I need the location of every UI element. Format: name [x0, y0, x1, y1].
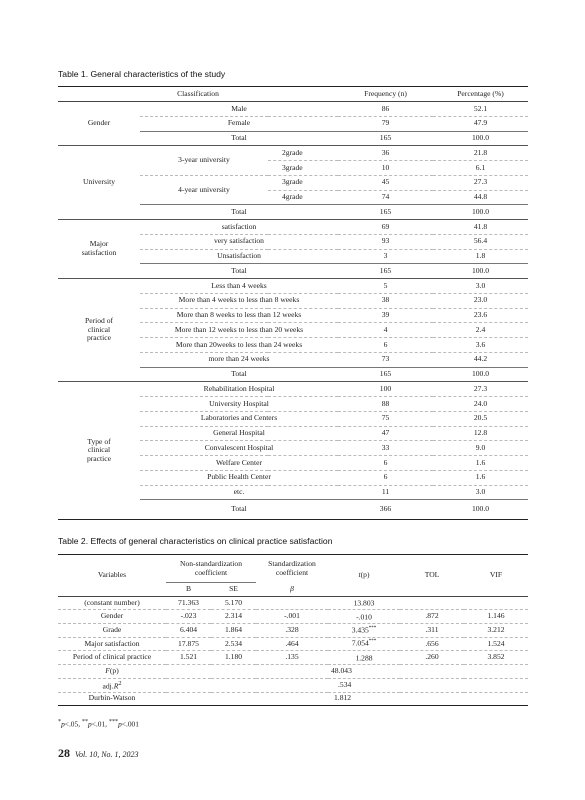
cell-se: 5.170 — [211, 596, 256, 610]
table-row — [58, 146, 528, 161]
cell-percentage: 3.0 — [433, 485, 528, 500]
cell-percentage: 41.8 — [433, 220, 528, 235]
group-label-line: Type of — [87, 436, 111, 446]
cell-percentage: 23.0 — [433, 293, 528, 308]
cell-frequency: 73 — [338, 352, 433, 367]
cell-frequency: 79 — [338, 116, 433, 131]
footnote-star: ** — [81, 719, 89, 725]
cell-percentage: 47.9 — [433, 116, 528, 131]
cell-frequency: 3 — [338, 249, 433, 264]
group-label-period — [58, 279, 140, 382]
table-row — [58, 102, 528, 117]
page-footer — [58, 746, 139, 761]
group-label-line: satisfaction — [81, 248, 117, 257]
cell-b: 17.875 — [166, 637, 211, 651]
group-label-line: practice — [86, 333, 112, 343]
cell-percentage: 1.8 — [433, 249, 528, 264]
row-label: University Hospital — [140, 397, 338, 412]
cell-se: 1.180 — [211, 651, 256, 665]
cell-percentage: 100.0 — [433, 367, 528, 382]
cell-adj-r2-value: .534 — [166, 678, 528, 692]
page-number: 28 — [58, 746, 70, 760]
header-line: Standardization — [268, 559, 316, 569]
cell-frequency: 88 — [338, 397, 433, 412]
row-label: Total — [140, 131, 338, 146]
cell-t — [328, 637, 400, 651]
group-label-line: Period of — [84, 316, 114, 326]
cell-b: -.023 — [166, 610, 211, 624]
header-line: Non-standardization — [180, 558, 242, 568]
row-label: more than 24 weeks — [140, 352, 338, 367]
cell-vif — [464, 596, 528, 610]
cell-percentage: 12.8 — [433, 426, 528, 441]
sig-marker: *** — [368, 625, 377, 631]
header-nonstandardization — [166, 555, 256, 583]
cell-vif: 1.524 — [464, 637, 528, 651]
cell-percentage: 21.8 — [433, 146, 528, 161]
row-label: More than 4 weeks to less than 8 weeks — [140, 293, 338, 308]
table-row — [58, 610, 528, 624]
cell-vif: 3.852 — [464, 651, 528, 665]
journal-info: Vol. 10, No. 1, 2023 — [75, 750, 139, 759]
cell-se: 2.314 — [211, 610, 256, 624]
table2 — [58, 554, 528, 706]
group-label-university: University — [58, 146, 140, 220]
cell-percentage: 100.0 — [433, 264, 528, 279]
footnote-text: <.01, — [91, 719, 109, 729]
row-label: Male — [140, 102, 338, 117]
cell-variable: Grade — [58, 624, 166, 638]
cell-b: 71.363 — [166, 596, 211, 610]
cell-variable: (constant number) — [58, 596, 166, 610]
cell-frequency: 6 — [338, 456, 433, 471]
cell-beta: .328 — [256, 624, 328, 638]
cell-percentage: 52.1 — [433, 102, 528, 117]
cell-frequency: 4 — [338, 323, 433, 338]
table-row — [58, 624, 528, 638]
table2-header-row — [58, 555, 528, 583]
cell-percentage: 9.0 — [433, 441, 528, 456]
table-row — [58, 651, 528, 665]
cell-percentage: 27.3 — [433, 382, 528, 397]
cell-tol: .872 — [400, 610, 464, 624]
cell-t — [328, 610, 400, 624]
footnote-text: <.001 — [121, 719, 139, 729]
cell-frequency: 38 — [338, 293, 433, 308]
row-label: Total — [140, 500, 338, 520]
header-standardization — [256, 555, 328, 583]
row-label: Convalescent Hospital — [140, 441, 338, 456]
row-label: More than 20weeks to less than 24 weeks — [140, 338, 338, 353]
cell-percentage: 2.4 — [433, 323, 528, 338]
cell-tol: .260 — [400, 651, 464, 665]
cell-frequency: 5 — [338, 279, 433, 294]
table-row-f — [58, 665, 528, 679]
footnote-star: * — [58, 719, 62, 725]
cell-frequency: 33 — [338, 441, 433, 456]
header-frequency: Frequency (n) — [338, 87, 433, 102]
cell-vif: 3.212 — [464, 624, 528, 638]
footnote-text: <.05, — [64, 719, 82, 729]
table-row — [58, 220, 528, 235]
footnote-p: p — [118, 719, 122, 729]
cell-frequency: 100 — [338, 382, 433, 397]
cell-frequency: 366 — [338, 500, 433, 520]
row-label: Welfare Center — [140, 456, 338, 471]
table2-caption: Table 2. Effects of general characteristics on clinical practice satisfaction — [58, 536, 333, 546]
cell-frequency: 69 — [338, 220, 433, 235]
footnote-p: p — [88, 719, 92, 729]
group-label-line: practice — [86, 454, 112, 464]
cell-variable: Period of clinical practice — [58, 651, 166, 665]
f-symbol: F — [105, 666, 110, 676]
cell-tol: .656 — [400, 637, 464, 651]
cell-tol: .311 — [400, 624, 464, 638]
cell-frequency: 93 — [338, 234, 433, 249]
cell-f-label — [58, 665, 166, 679]
group-label-line: clinical — [87, 445, 111, 455]
cell-frequency: 39 — [338, 308, 433, 323]
group-label-gender: Gender — [58, 102, 140, 146]
cell-beta: .135 — [256, 651, 328, 665]
header-beta-symbol: β — [290, 583, 294, 593]
row-label: Laboratories and Centers — [140, 411, 338, 426]
header-p: (p) — [360, 569, 370, 579]
header-percentage: Percentage (%) — [433, 87, 528, 102]
cell-frequency: 74 — [338, 190, 433, 205]
row-grade: 3grade — [268, 175, 338, 190]
cell-percentage: 100.0 — [433, 205, 528, 220]
table2-footnote — [58, 719, 139, 728]
footnote-star: *** — [108, 719, 119, 725]
row-label: Rehabilitation Hospital — [140, 382, 338, 397]
cell-percentage: 100.0 — [433, 131, 528, 146]
cell-vif: 1.146 — [464, 610, 528, 624]
cell-b: 1.521 — [166, 651, 211, 665]
group-label-major — [58, 220, 140, 279]
header-variables: Variables — [58, 555, 166, 597]
cell-frequency: 165 — [338, 131, 433, 146]
t-value: -.010 — [356, 612, 372, 622]
cell-variable: Gender — [58, 610, 166, 624]
cell-frequency: 165 — [338, 205, 433, 220]
header-vif: VIF — [464, 555, 528, 597]
subgroup-3-year: 3-year university — [140, 146, 268, 176]
row-grade: 4grade — [268, 190, 338, 205]
cell-se: 2.534 — [211, 637, 256, 651]
cell-tol — [400, 596, 464, 610]
row-label: More than 12 weeks to less than 20 weeks — [140, 323, 338, 338]
header-classification: Classification — [58, 87, 338, 102]
cell-f-value: 48.043 — [166, 665, 528, 679]
row-label: Total — [140, 367, 338, 382]
header-t-p — [328, 555, 400, 597]
cell-frequency: 6 — [338, 470, 433, 485]
row-label: satisfaction — [140, 220, 338, 235]
t-value: 7.054 — [351, 639, 369, 648]
cell-b: 6.404 — [166, 624, 211, 638]
cell-frequency: 10 — [338, 161, 433, 176]
cell-frequency: 165 — [338, 264, 433, 279]
t-value: 3.435 — [351, 625, 369, 635]
group-label-line: clinical — [87, 324, 111, 334]
header-tol: TOL — [400, 555, 464, 597]
cell-frequency: 36 — [338, 146, 433, 161]
row-label: Total — [140, 205, 338, 220]
header-beta — [256, 583, 328, 597]
header-b: B — [166, 583, 211, 597]
row-label: Female — [140, 116, 338, 131]
t-value: 1.288 — [355, 653, 373, 663]
cell-se: 1.864 — [211, 624, 256, 638]
cell-percentage: 23.6 — [433, 308, 528, 323]
header-line: coefficient — [194, 567, 228, 577]
f-paren: (p) — [109, 666, 119, 676]
row-label: General Hospital — [140, 426, 338, 441]
r-symbol: R — [113, 681, 119, 691]
row-label: Public Health Center — [140, 470, 338, 485]
row-grade: 2grade — [268, 146, 338, 161]
table1-caption: Table 1. General characteristics of the study — [58, 69, 226, 79]
table1-header-row — [58, 87, 528, 102]
cell-frequency: 75 — [338, 411, 433, 426]
table-row-durbin-watson — [58, 692, 528, 706]
row-label: very satisfaction — [140, 234, 338, 249]
row-label: More than 8 weeks to less than 12 weeks — [140, 308, 338, 323]
cell-percentage: 3.0 — [433, 279, 528, 294]
footnote-p: p — [61, 719, 65, 729]
subgroup-4-year: 4-year university — [140, 175, 268, 205]
row-grade: 3grade — [268, 161, 338, 176]
cell-percentage: 1.6 — [433, 456, 528, 471]
table-row — [58, 382, 528, 397]
cell-percentage: 100.0 — [433, 500, 528, 520]
cell-beta: .464 — [256, 637, 328, 651]
cell-variable: Major satisfaction — [58, 637, 166, 651]
cell-percentage: 6.1 — [433, 161, 528, 176]
cell-frequency: 6 — [338, 338, 433, 353]
group-label-type — [58, 382, 140, 520]
row-label: etc. — [140, 485, 338, 500]
table-row-adj-r2 — [58, 678, 528, 692]
table-row — [58, 637, 528, 651]
cell-dw-value: 1.812 — [166, 692, 528, 706]
cell-percentage: 27.3 — [433, 175, 528, 190]
r-sup: 2 — [118, 679, 122, 687]
header-se: SE — [211, 583, 256, 597]
adj-text: adj. — [102, 681, 114, 691]
cell-t — [328, 624, 400, 638]
table-row — [58, 596, 528, 610]
cell-percentage: 56.4 — [433, 234, 528, 249]
t-value: 13.803 — [353, 598, 375, 608]
row-label: Unsatisfaction — [140, 249, 338, 264]
table-row — [58, 279, 528, 294]
cell-frequency: 11 — [338, 485, 433, 500]
cell-percentage: 20.5 — [433, 411, 528, 426]
table1 — [58, 86, 528, 520]
header-line: coefficient — [275, 567, 309, 577]
cell-t — [328, 651, 400, 665]
cell-adj-r2-label — [58, 678, 166, 692]
cell-beta: -.001 — [256, 610, 328, 624]
cell-percentage: 24.0 — [433, 397, 528, 412]
cell-percentage: 44.8 — [433, 190, 528, 205]
row-label: Total — [140, 264, 338, 279]
cell-frequency: 45 — [338, 175, 433, 190]
row-label: Less than 4 weeks — [140, 279, 338, 294]
cell-frequency: 86 — [338, 102, 433, 117]
sig-marker: *** — [368, 639, 377, 645]
cell-beta — [256, 596, 328, 610]
cell-percentage: 1.6 — [433, 470, 528, 485]
header-t: t — [358, 569, 361, 579]
cell-frequency: 47 — [338, 426, 433, 441]
cell-percentage: 44.2 — [433, 352, 528, 367]
cell-dw-label: Durbin-Watson — [58, 692, 166, 706]
group-label-line: Major — [89, 239, 109, 249]
cell-t — [328, 596, 400, 610]
cell-percentage: 3.6 — [433, 338, 528, 353]
cell-frequency: 165 — [338, 367, 433, 382]
